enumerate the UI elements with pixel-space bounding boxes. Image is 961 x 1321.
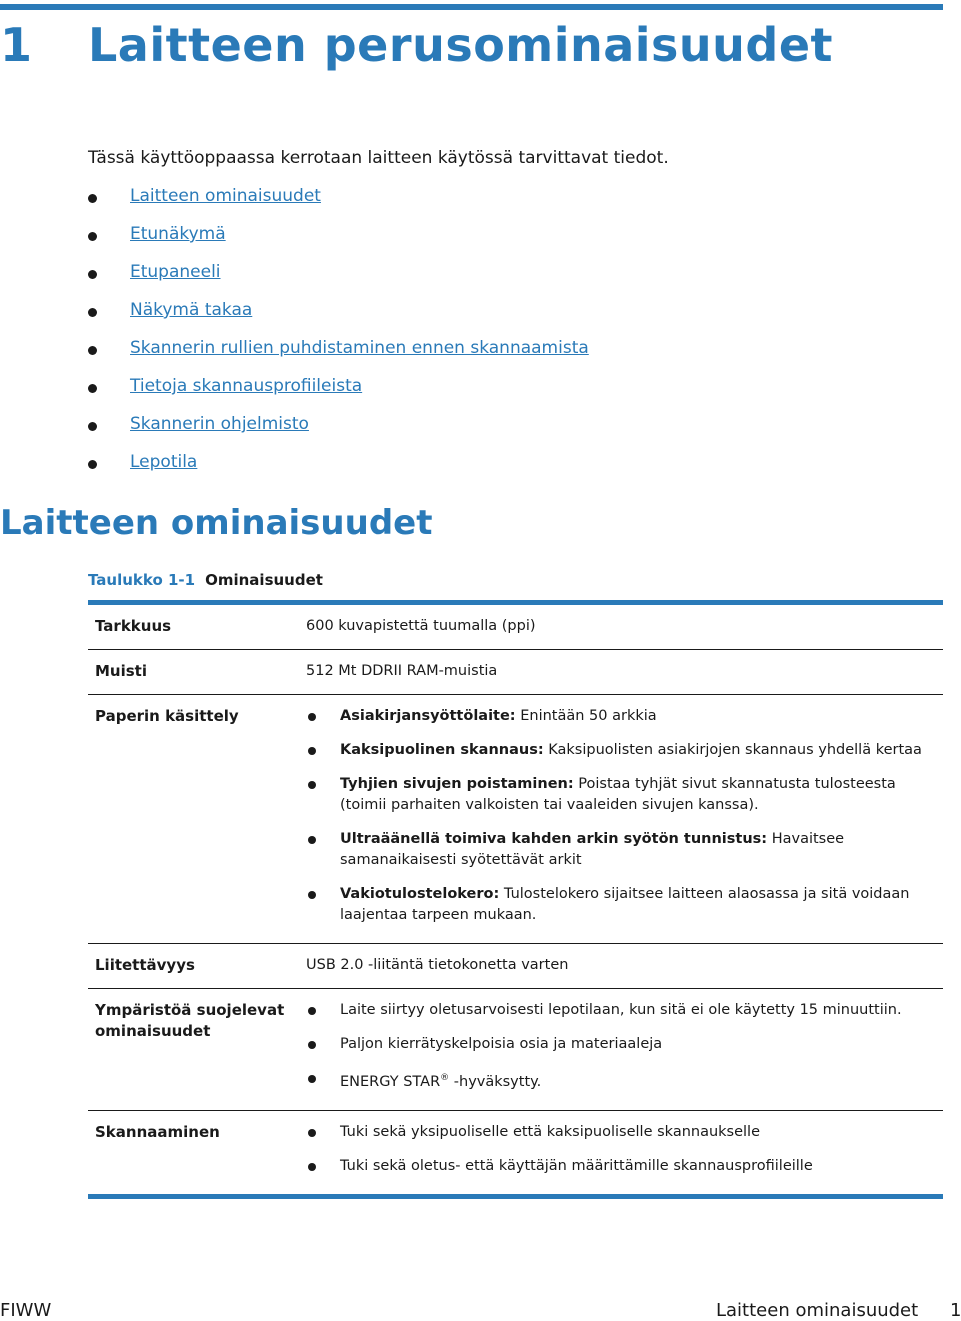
item-term: Tyhjien sivujen poistaminen: bbox=[340, 776, 574, 792]
bullet-icon bbox=[88, 346, 97, 355]
row-label: Skannaaminen bbox=[95, 1122, 220, 1141]
bullet-icon bbox=[88, 422, 97, 431]
registered-mark: ® bbox=[440, 1073, 450, 1083]
table-row bbox=[88, 989, 943, 1111]
footer-left: FIWW bbox=[0, 1300, 52, 1321]
bullet-icon bbox=[88, 232, 97, 241]
bullet-icon bbox=[308, 891, 316, 899]
row-label: Paperin käsittely bbox=[95, 707, 239, 725]
bullet-icon bbox=[88, 194, 97, 203]
item-text: Kaksipuolisten asiakirjojen skannaus yhdellä kertaa bbox=[543, 742, 922, 758]
table-caption-title: Ominaisuudet bbox=[205, 571, 323, 589]
item-text: Tuki sekä oletus- että käyttäjän määrittämille skannausprofiileille bbox=[340, 1157, 813, 1174]
chapter-heading bbox=[0, 18, 833, 72]
toc-link[interactable]: Laitteen ominaisuudet bbox=[130, 186, 321, 206]
page-number: 1 bbox=[950, 1300, 961, 1321]
item-text: Enintään 50 arkkia bbox=[515, 708, 657, 724]
item-term: Asiakirjansyöttölaite: bbox=[340, 708, 516, 724]
bullet-icon bbox=[308, 713, 316, 721]
item-text: Paljon kierrätyskelpoisia osia ja materiaaleja bbox=[340, 1036, 663, 1052]
item-term: Ultraäänellä toimiva kahden arkin syötön tunnistus: bbox=[340, 831, 768, 847]
value-item bbox=[306, 1068, 943, 1093]
item-term: Kaksipuolinen skannaus: bbox=[340, 742, 544, 758]
row-value bbox=[299, 989, 943, 1110]
table-row bbox=[88, 944, 943, 989]
value-item bbox=[306, 884, 943, 926]
item-text: ENERGY STAR bbox=[340, 1073, 441, 1090]
bullet-icon bbox=[308, 1163, 316, 1171]
row-label: Liitettävyys bbox=[95, 956, 195, 974]
table-row bbox=[88, 650, 943, 695]
value-item bbox=[306, 774, 943, 816]
value-item bbox=[306, 1000, 943, 1021]
table-row bbox=[88, 605, 943, 650]
value-item bbox=[306, 829, 943, 871]
bullet-icon bbox=[88, 308, 97, 317]
value-item bbox=[306, 706, 943, 727]
toc-link[interactable]: Etupaneeli bbox=[130, 262, 221, 282]
toc-link[interactable]: Lepotila bbox=[130, 452, 198, 472]
bullet-icon bbox=[88, 460, 97, 469]
item-term: Vakiotulostelokero: bbox=[340, 886, 500, 902]
value-item bbox=[306, 1122, 943, 1143]
bullet-icon bbox=[308, 1129, 316, 1137]
bullet-icon bbox=[308, 1041, 316, 1049]
toc-link[interactable]: Etunäkymä bbox=[130, 224, 226, 244]
row-value: 512 Mt DDRII RAM-muistia bbox=[306, 663, 498, 679]
item-text: Laite siirtyy oletusarvoisesti lepotilaan, kun sitä ei ole käytetty 15 minuuttiin. bbox=[340, 1002, 902, 1018]
row-label: Ympäristöä suojelevat ominaisuudet bbox=[95, 1001, 285, 1040]
chapter-number: 1 bbox=[0, 18, 33, 72]
table-caption bbox=[88, 571, 323, 589]
row-value bbox=[299, 1111, 943, 1194]
section-title: Laitteen ominaisuudet bbox=[0, 503, 433, 543]
bullet-icon bbox=[308, 1007, 316, 1015]
intro-text: Tässä käyttöoppaassa kerrotaan laitteen käytössä tarvittavat tiedot. bbox=[88, 148, 669, 168]
footer-section: Laitteen ominaisuudet bbox=[716, 1300, 919, 1321]
bullet-icon bbox=[308, 1075, 316, 1083]
value-list bbox=[306, 1000, 943, 1110]
row-value: USB 2.0 -liitäntä tietokonetta varten bbox=[306, 957, 569, 973]
toc-link[interactable]: Näkymä takaa bbox=[130, 300, 253, 320]
row-value: 600 kuvapistettä tuumalla (ppi) bbox=[306, 618, 536, 634]
value-item bbox=[306, 1034, 943, 1055]
item-text: Tuki sekä yksipuoliselle että kaksipuoliselle skannaukselle bbox=[340, 1123, 761, 1140]
bullet-icon bbox=[308, 836, 316, 844]
value-list bbox=[306, 1122, 943, 1194]
table-caption-label: Taulukko 1-1 bbox=[88, 571, 196, 589]
item-text: Poistaa tyhjät sivut skannatusta tulosteesta (toimii parhaiten valkoisten tai vaaleiden sivujen kanssa). bbox=[340, 776, 896, 813]
table-row bbox=[88, 1111, 943, 1194]
value-list bbox=[306, 706, 943, 943]
bullet-icon bbox=[88, 384, 97, 393]
item-text: Tulostelokero sijaitsee laitteen alaosassa ja sitä voidaan laajentaa tarpeen mukaan. bbox=[340, 886, 910, 923]
bullet-icon bbox=[308, 747, 316, 755]
row-label: Tarkkuus bbox=[95, 617, 172, 635]
bullet-icon bbox=[308, 781, 316, 789]
table-row bbox=[88, 695, 943, 944]
item-text: Havaitsee samanaikaisesti syötettävät arkit bbox=[340, 831, 845, 868]
chapter-title: Laitteen perusominaisuudet bbox=[88, 18, 834, 72]
bullet-icon bbox=[88, 270, 97, 279]
value-item bbox=[306, 1156, 943, 1177]
features-table bbox=[88, 600, 943, 1199]
toc-link[interactable]: Skannerin rullien puhdistaminen ennen skannaamista bbox=[130, 338, 589, 358]
item-text-tail: -hyväksytty. bbox=[449, 1073, 542, 1090]
row-value bbox=[299, 695, 943, 943]
value-item bbox=[306, 740, 943, 761]
row-label: Muisti bbox=[95, 662, 147, 680]
toc-link[interactable]: Skannerin ohjelmisto bbox=[130, 414, 309, 434]
toc-link[interactable]: Tietoja skannausprofiileista bbox=[130, 376, 363, 396]
top-rule bbox=[0, 4, 943, 10]
